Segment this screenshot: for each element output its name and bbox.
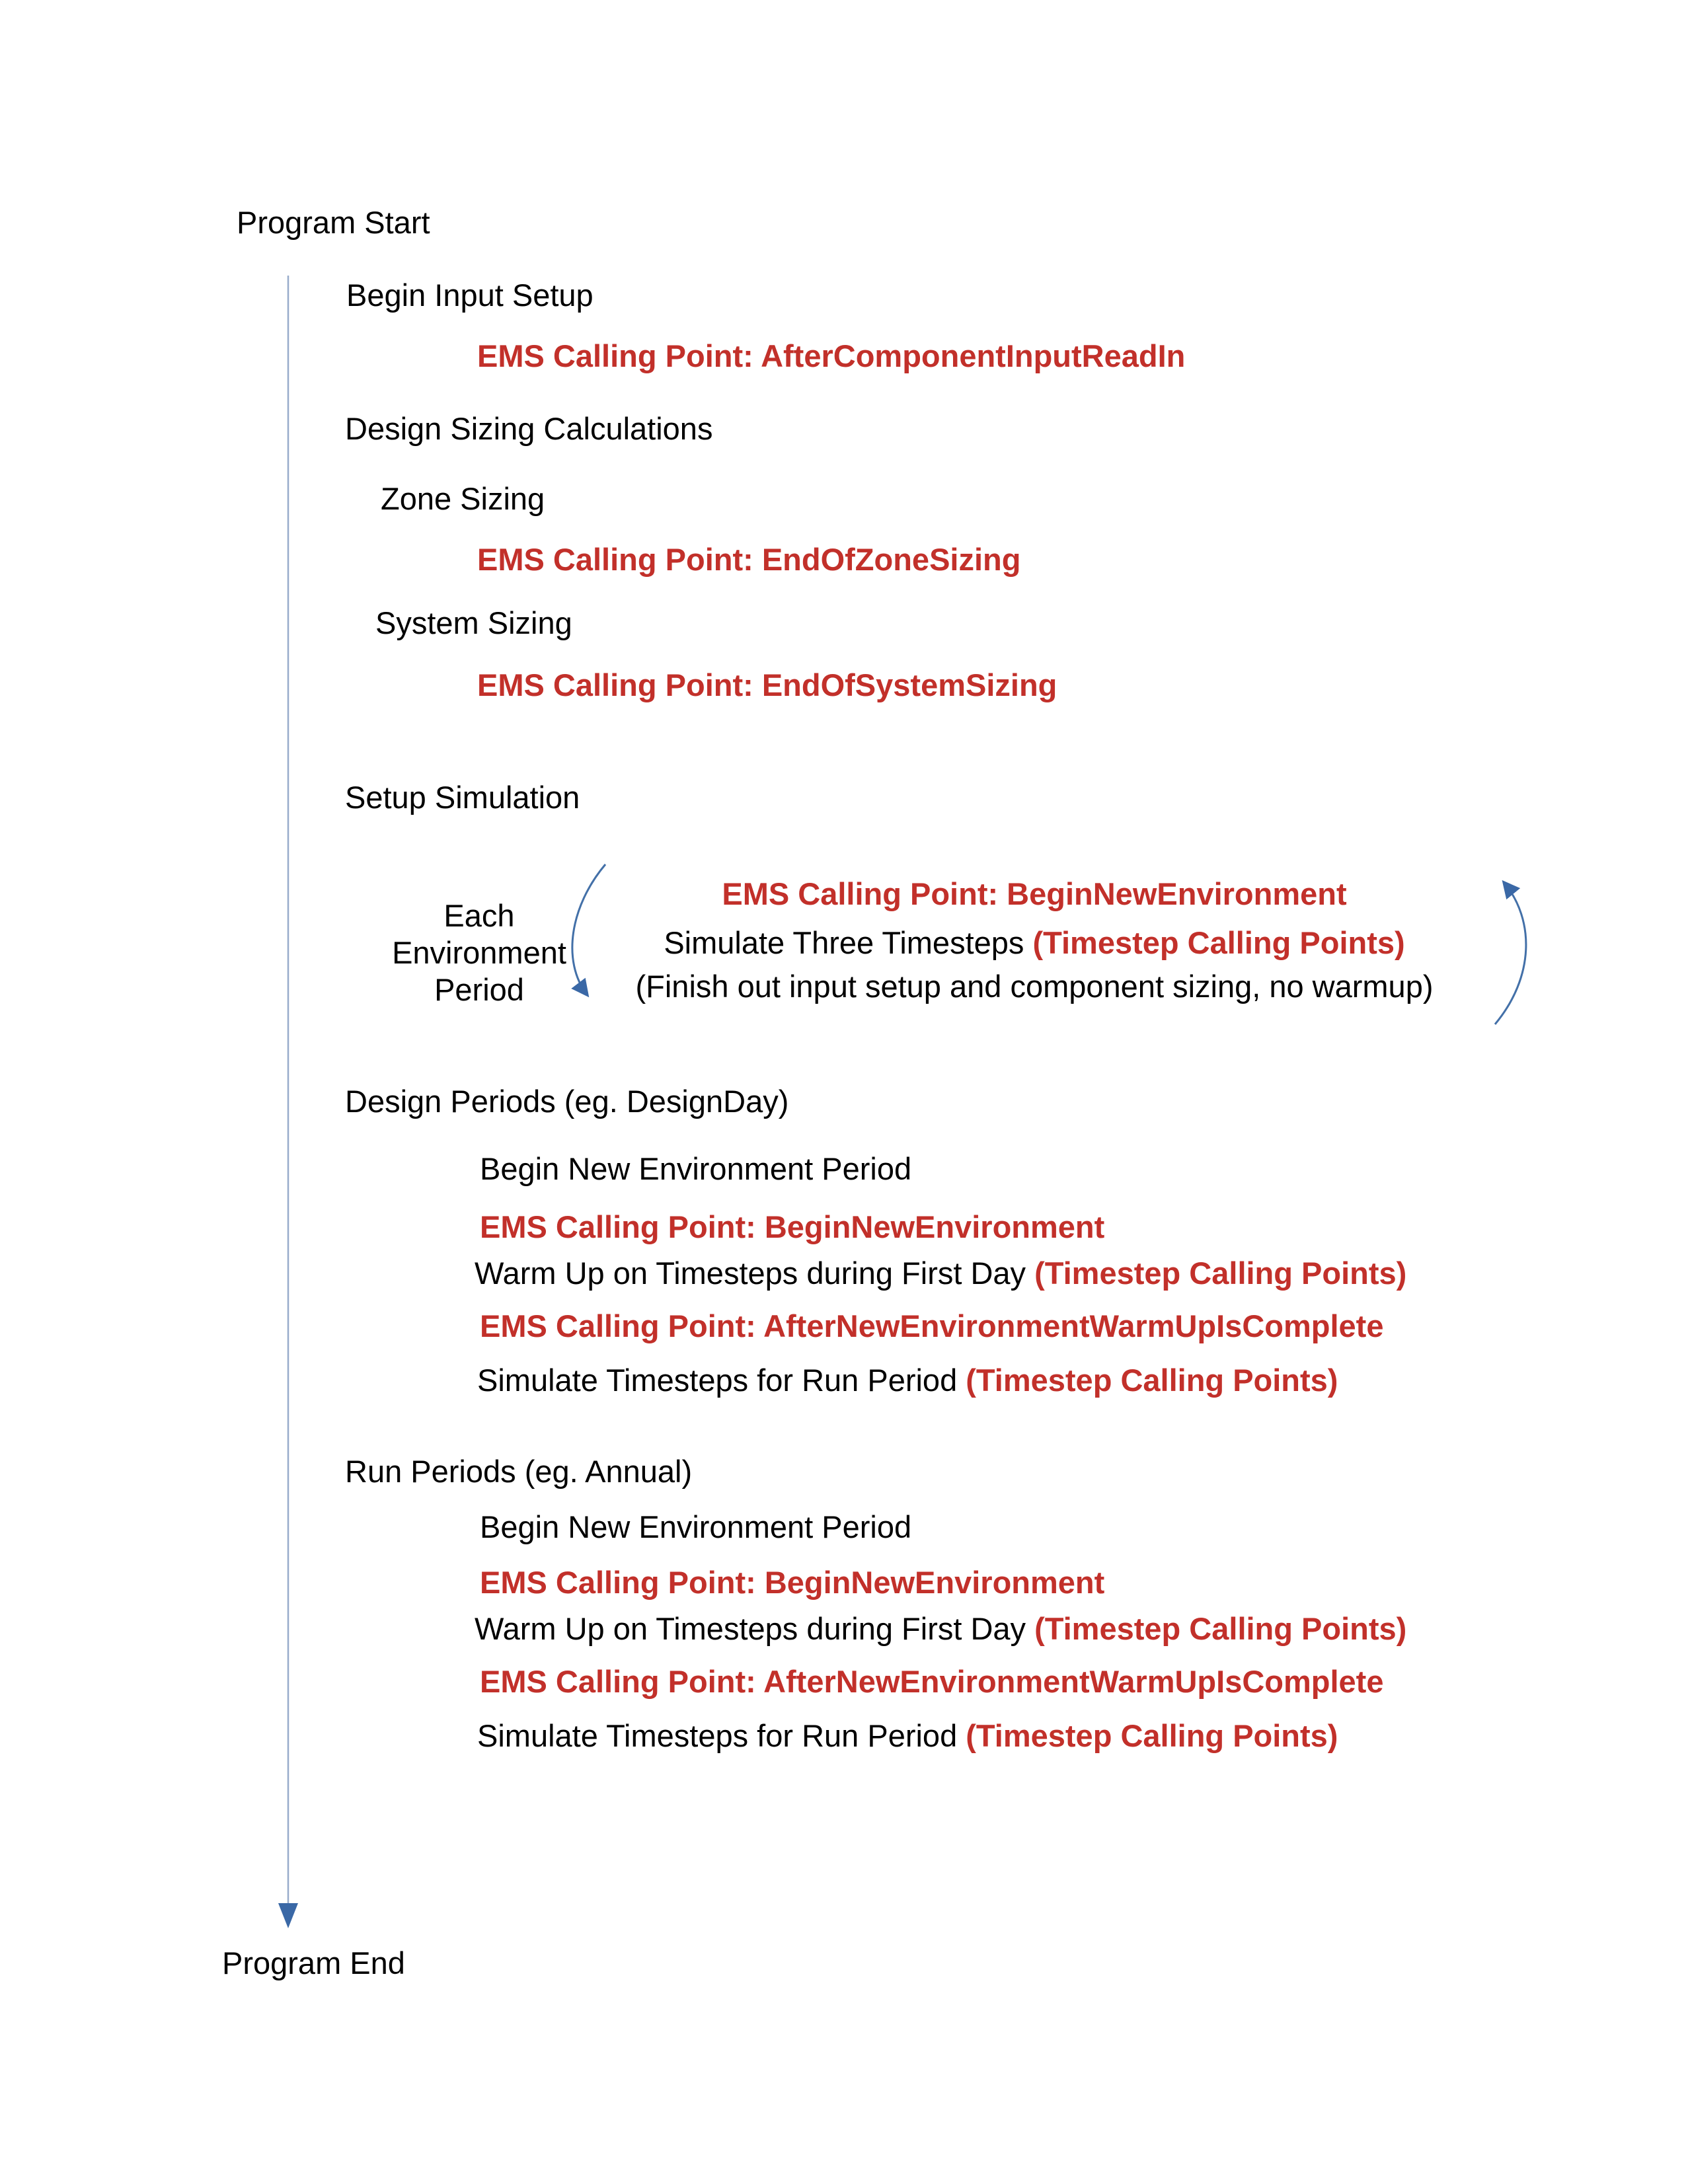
simulate-three-timesteps-text: Simulate Three Timesteps (664, 925, 1033, 960)
flow-arrow-icon (278, 1903, 298, 1928)
finish-note-line: (Finish out input setup and component sizing, no warmup) (635, 969, 1434, 1004)
design-sizing-calculations-label: Design Sizing Calculations (345, 411, 713, 446)
dp-simulate-timesteps-line (477, 1363, 1338, 1398)
loop-label-line-2: Environment (392, 935, 566, 970)
setup-simulation-label: Setup Simulation (345, 780, 580, 815)
dp-warm-up-line (475, 1256, 1406, 1291)
ems-begin-new-environment-setup: EMS Calling Point: BeginNewEnvironment (722, 876, 1347, 911)
dp-begin-new-environment-period: Begin New Environment Period (480, 1151, 912, 1186)
ems-after-component-input-readin: EMS Calling Point: AfterComponentInputReadIn (477, 338, 1186, 373)
dp-simulate-highlight: (Timestep Calling Points) (966, 1363, 1338, 1398)
program-end-label: Program End (222, 1945, 405, 1980)
run-periods-label: Run Periods (eg. Annual) (345, 1454, 693, 1489)
begin-input-setup-label: Begin Input Setup (346, 278, 594, 313)
program-start-label: Program Start (237, 205, 430, 240)
rp-simulate-highlight: (Timestep Calling Points) (966, 1718, 1338, 1753)
each-environment-period-label (357, 897, 601, 1008)
rp-warm-up-line (475, 1611, 1406, 1647)
rp-simulate-timesteps-line (477, 1718, 1338, 1754)
system-sizing-label: System Sizing (375, 605, 572, 640)
loop-label-line-1: Each (443, 898, 515, 933)
dp-warm-up-highlight: (Timestep Calling Points) (1034, 1256, 1407, 1291)
dp-ems-begin-new-environment: EMS Calling Point: BeginNewEnvironment (480, 1209, 1105, 1244)
dp-simulate-text: Simulate Timesteps for Run Period (477, 1363, 966, 1398)
dp-warm-up-text: Warm Up on Timesteps during First Day (475, 1256, 1035, 1291)
rp-ems-after-warmup-complete: EMS Calling Point: AfterNewEnvironmentWarmUpIsComplete (480, 1664, 1384, 1699)
loop-arrow-right-icon (1495, 883, 1526, 1024)
ems-end-of-system-sizing: EMS Calling Point: EndOfSystemSizing (477, 667, 1057, 702)
simulate-three-timesteps-line (595, 925, 1474, 961)
design-periods-label: Design Periods (eg. DesignDay) (345, 1084, 789, 1119)
rp-warm-up-highlight: (Timestep Calling Points) (1034, 1611, 1407, 1646)
rp-ems-begin-new-environment: EMS Calling Point: BeginNewEnvironment (480, 1565, 1105, 1600)
dp-ems-after-warmup-complete: EMS Calling Point: AfterNewEnvironmentWarmUpIsComplete (480, 1308, 1384, 1343)
zone-sizing-label: Zone Sizing (381, 481, 545, 516)
timestep-calling-points-highlight: (Timestep Calling Points) (1032, 925, 1405, 960)
loop-label-line-3: Period (434, 972, 524, 1007)
ems-end-of-zone-sizing: EMS Calling Point: EndOfZoneSizing (477, 542, 1021, 577)
rp-simulate-text: Simulate Timesteps for Run Period (477, 1718, 966, 1753)
rp-begin-new-environment-period: Begin New Environment Period (480, 1509, 912, 1544)
rp-warm-up-text: Warm Up on Timesteps during First Day (475, 1611, 1035, 1646)
